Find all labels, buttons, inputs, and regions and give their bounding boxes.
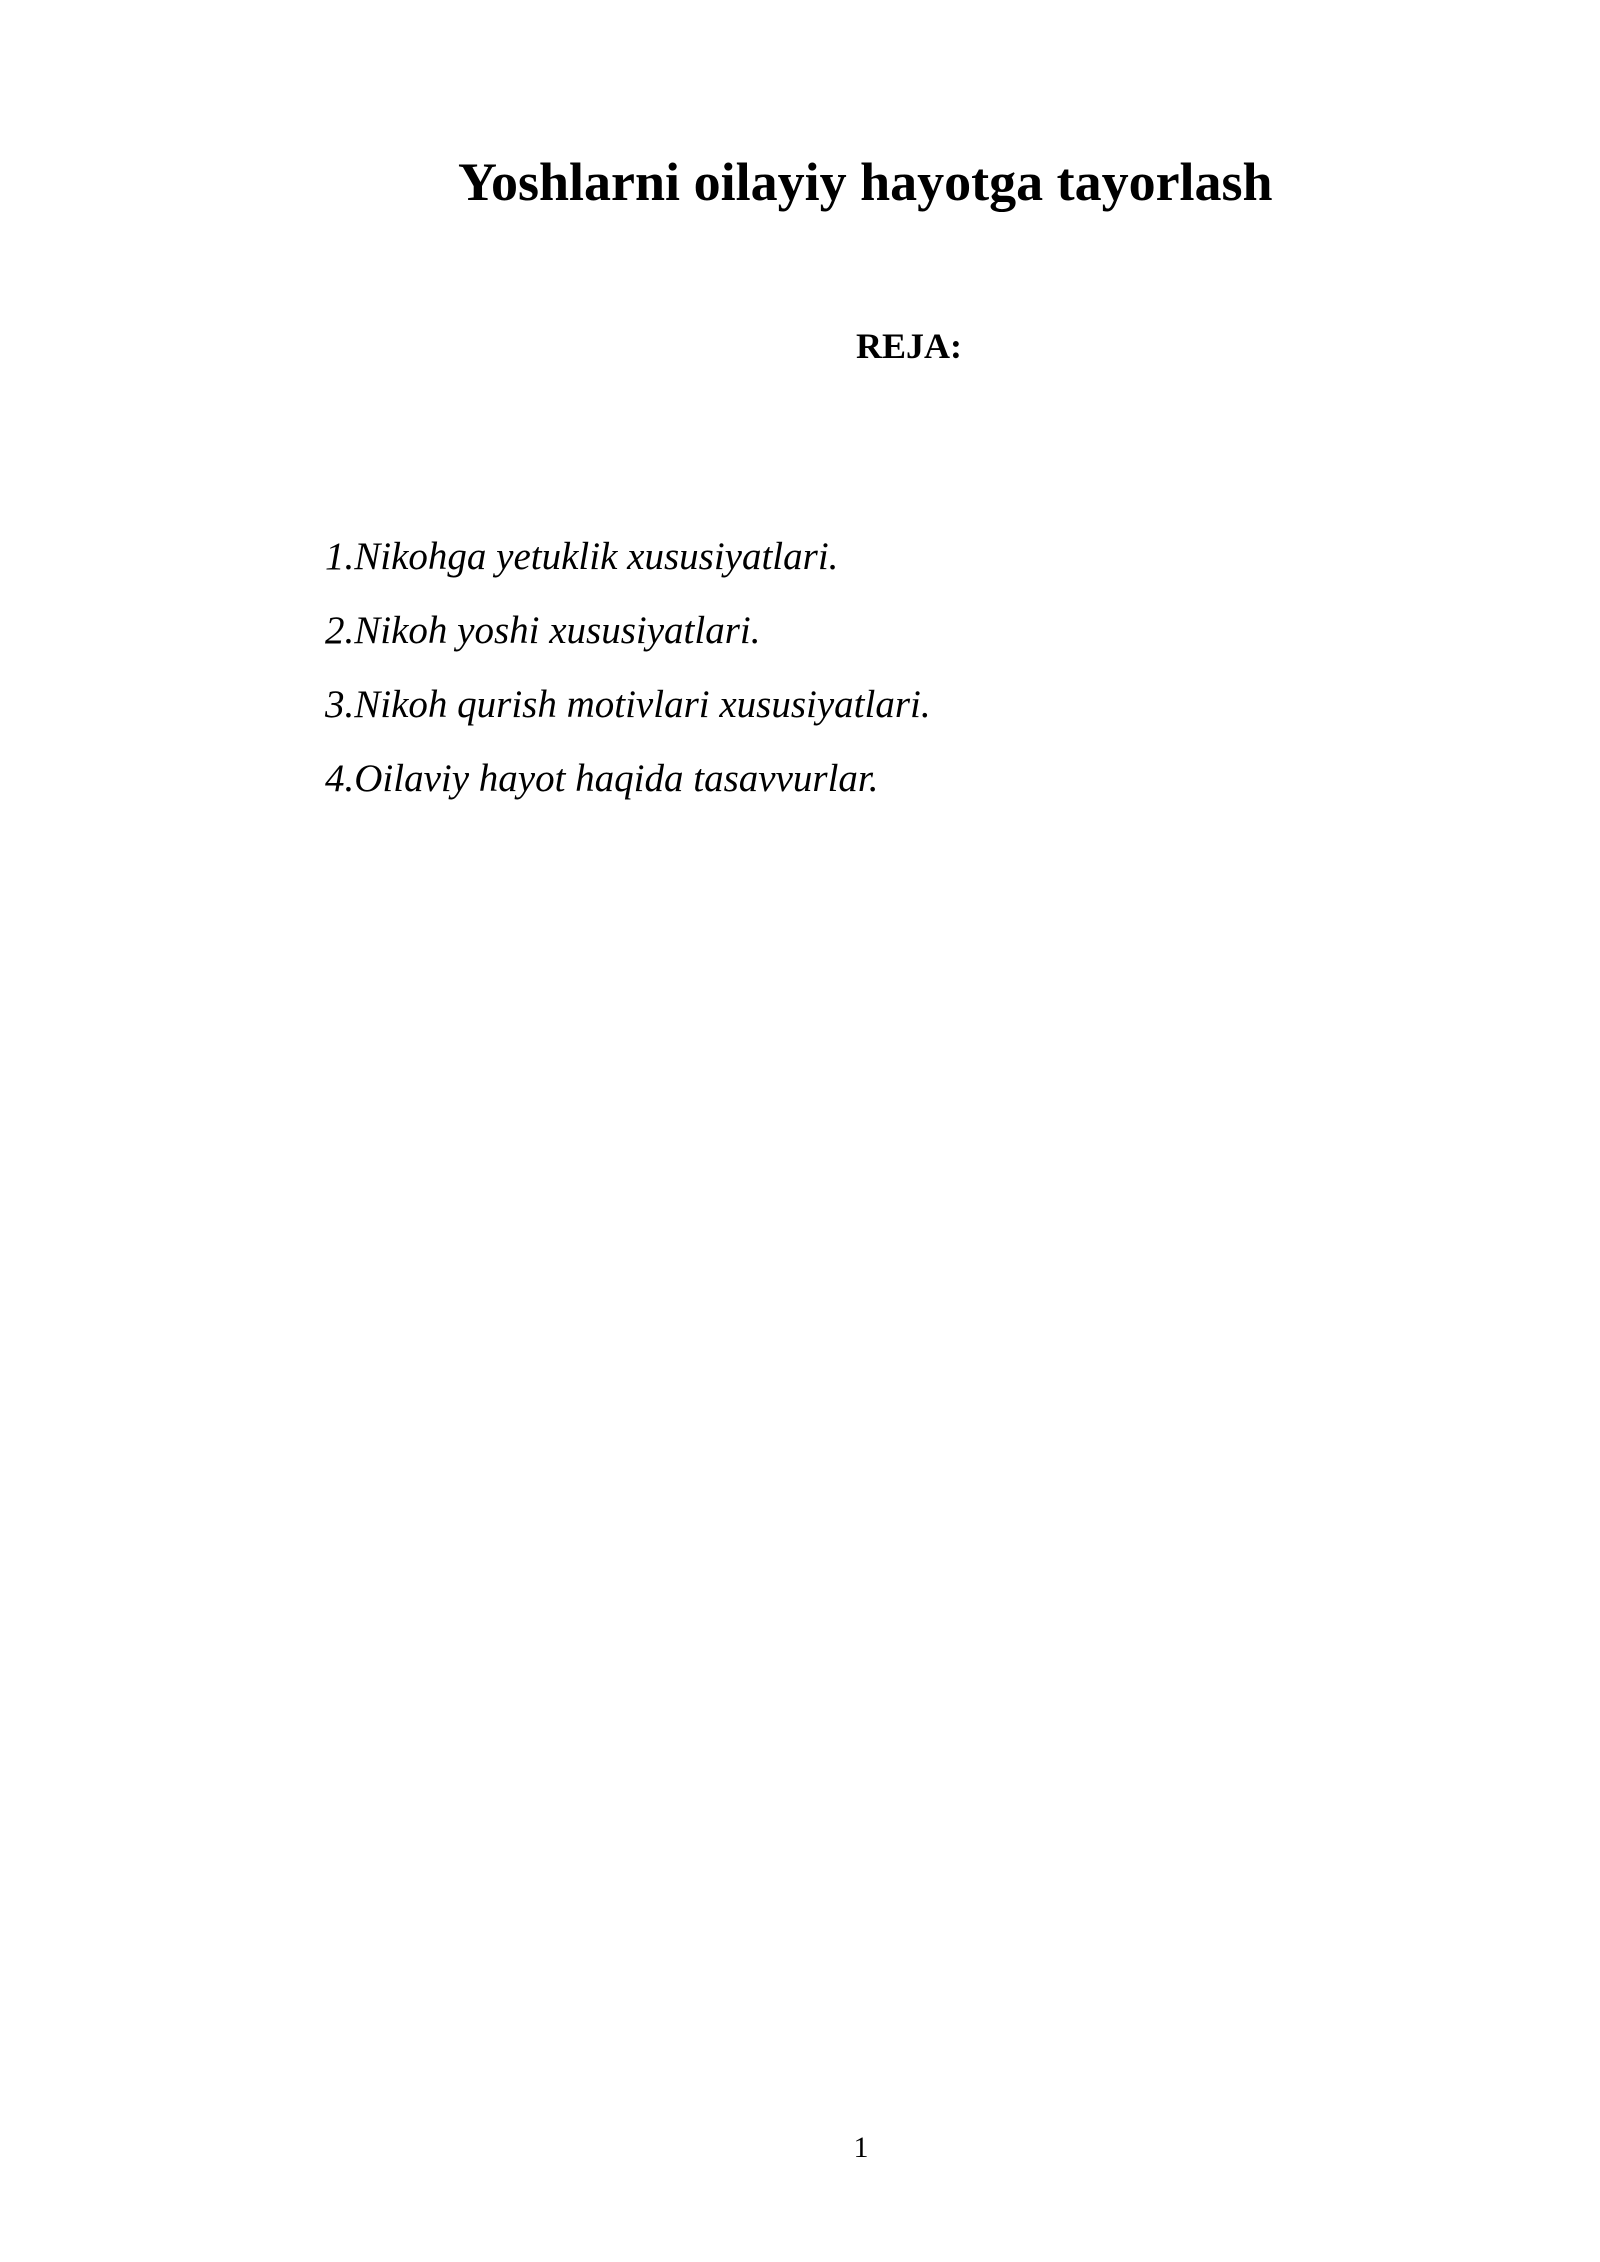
plan-item-4: 4.Oilaviy hayot haqida tasavvurlar. xyxy=(325,757,879,800)
plan-item-1: 1.Nikohga yetuklik xususiyatlari. xyxy=(325,535,839,578)
plan-item-2: 2.Nikoh yoshi xususiyatlari. xyxy=(325,609,761,652)
plan-heading: REJA: xyxy=(856,326,962,366)
plan-item-3: 3.Nikoh qurish motivlari xususiyatlari. xyxy=(325,683,931,726)
plan-list xyxy=(325,520,931,816)
page-number: 1 xyxy=(853,2131,869,2164)
page-title: Yoshlarni oilayiy hayotga tayorlash xyxy=(458,152,1273,212)
